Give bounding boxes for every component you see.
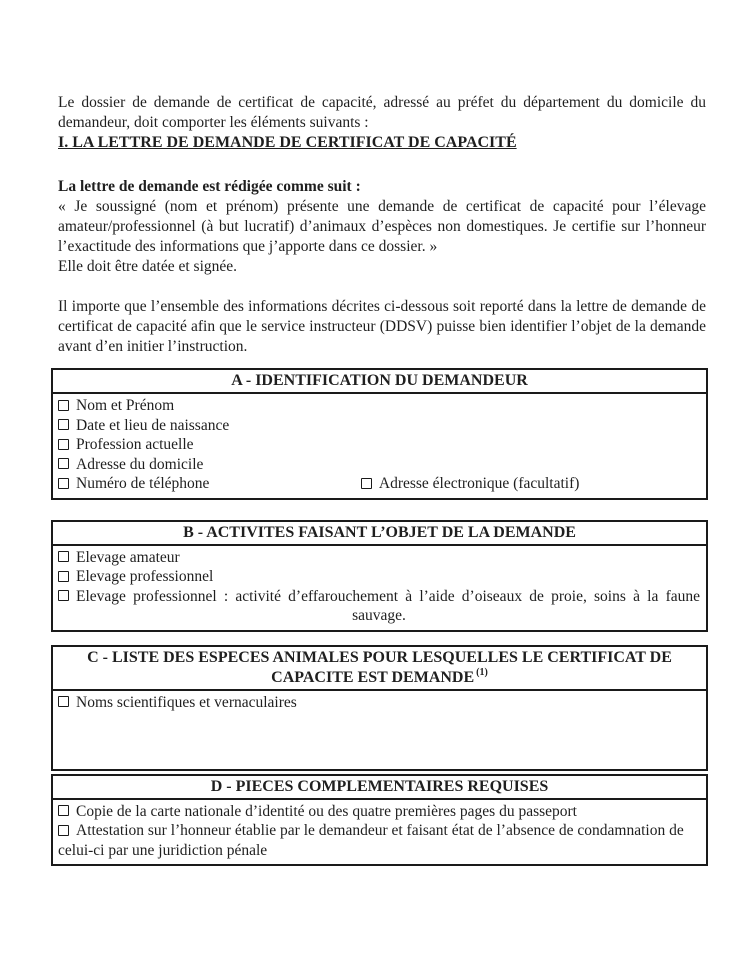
- item-label: Elevage professionnel : activité d’effarouchement à l’aide d’oiseaux de proie, soins à la faune sauvage.: [76, 587, 700, 624]
- section-a-title: A - IDENTIFICATION DU DEMANDEUR: [53, 370, 706, 394]
- checklist-item: [58, 693, 700, 713]
- section-heading: I. LA LETTRE DE DEMANDE DE CERTIFICAT DE CAPACITÉ: [58, 134, 517, 151]
- checkbox-icon: [58, 805, 69, 816]
- checklist-item: [58, 567, 700, 587]
- importance-paragraph: Il importe que l’ensemble des informations décrites ci-dessous soit reporté dans la lettre de demande de certificat de capacité afin que le service instructeur (DDSV) puisse bien identifier l’objet de la demande avant d’en initier l’instruction.: [58, 298, 706, 355]
- item-label: Noms scientifiques et vernaculaires: [76, 693, 297, 711]
- checkbox-icon: [58, 825, 69, 836]
- letter-note: Elle doit être datée et signée.: [58, 258, 238, 275]
- item-label: Profession actuelle: [76, 436, 194, 453]
- section-b-body: [53, 546, 706, 630]
- section-b-title: B - ACTIVITES FAISANT L’OBJET DE LA DEMANDE: [53, 522, 706, 546]
- item-label: Nom et Prénom: [76, 397, 175, 414]
- checklist-item-row-split: [58, 474, 700, 494]
- checklist-item: [58, 548, 700, 568]
- checkbox-icon: [58, 458, 69, 469]
- phone-item: [58, 474, 357, 494]
- section-d-title: D - PIECES COMPLEMENTAIRES REQUISES: [53, 776, 706, 800]
- intro-paragraph: Le dossier de demande de certificat de capacité, adressé au préfet du département du domicile du demandeur, doit comporter les éléments suivants :: [58, 94, 706, 131]
- checklist-item: [58, 396, 700, 416]
- section-d-body: [53, 800, 706, 865]
- item-label: Elevage amateur: [76, 548, 180, 566]
- checkbox-icon: [58, 439, 69, 450]
- checkbox-icon: [58, 478, 69, 489]
- checklist-item: [58, 455, 700, 475]
- item-label: Date et lieu de naissance: [76, 416, 230, 434]
- section-c-title: [53, 647, 706, 691]
- checklist-item: [58, 587, 700, 626]
- letter-lead: La lettre de demande est rédigée comme suit :: [58, 178, 361, 195]
- email-item: [361, 475, 580, 492]
- checklist-item: [58, 435, 700, 455]
- section-b-table: [51, 520, 708, 632]
- section-c-title-line1: C - LISTE DES ESPECES ANIMALES POUR LESQUELLES LE CERTIFICAT DE: [87, 648, 672, 666]
- checkbox-icon: [58, 571, 69, 582]
- checklist-item: [58, 802, 700, 822]
- section-c-body: [53, 691, 706, 769]
- checkbox-icon: [361, 478, 372, 489]
- checkbox-icon: [58, 590, 69, 601]
- checkbox-icon: [58, 696, 69, 707]
- checkbox-icon: [58, 419, 69, 430]
- checklist-item: [58, 821, 700, 860]
- section-c-table: [51, 645, 708, 771]
- footnote-marker: (1): [476, 667, 488, 679]
- item-label: Numéro de téléphone: [76, 475, 210, 492]
- checkbox-icon: [58, 400, 69, 411]
- section-d-table: [51, 774, 708, 867]
- letter-quote: « Je soussigné (nom et prénom) présente une demande de certificat de capacité pour l’élevage amateur/professionnel (à but lucratif) d’animaux d’espèces non domestiques. Je certifie sur l’honneur l’exactitude des informations que j’apporte dans ce dossier. »: [58, 198, 706, 255]
- checklist-item: [58, 416, 700, 436]
- checkbox-icon: [58, 551, 69, 562]
- item-label: Copie de la carte nationale d’identité ou des quatre premières pages du passeport: [76, 802, 577, 820]
- item-label: Attestation sur l’honneur établie par le demandeur et faisant état de l’absence de condamnation de celui-ci par une juridiction pénale: [58, 822, 684, 859]
- section-c-title-line2: CAPACITE EST DEMANDE: [271, 668, 475, 686]
- item-label: Elevage professionnel: [76, 568, 214, 585]
- item-label: Adresse du domicile: [76, 455, 204, 473]
- section-a-body: [53, 394, 706, 498]
- section-a-table: [51, 368, 708, 500]
- item-label: Adresse électronique (facultatif): [378, 475, 580, 492]
